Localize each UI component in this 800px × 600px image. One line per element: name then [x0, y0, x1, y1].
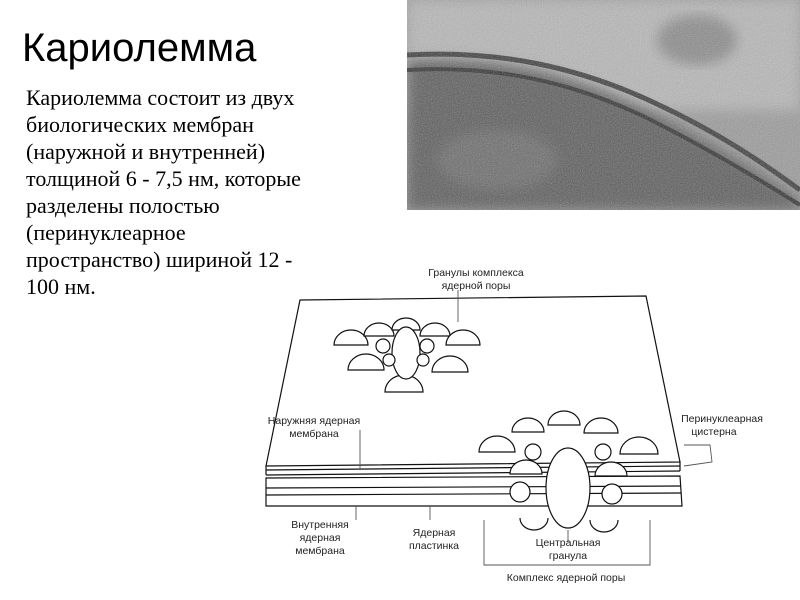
label-inner-membrane: ядерная: [299, 532, 341, 544]
body-line: (перинуклеарное: [26, 220, 186, 245]
label-nuclear-lamina: пластинка: [408, 540, 460, 552]
body-line: Кариолемма состоит из двух: [26, 85, 295, 110]
label-perinuclear-cisterna: цистерна: [691, 426, 737, 438]
label-outer-membrane: Наружняя ядерная: [267, 415, 361, 427]
label-inner-membrane: мембрана: [295, 545, 345, 557]
body-line: биологических мембран: [26, 112, 254, 137]
label-pore-complex: Комплекс ядерной поры: [506, 572, 626, 584]
slide-title: Кариолемма: [22, 26, 257, 70]
label-nuclear-lamina: Ядерная: [412, 527, 456, 539]
body-line: 100 нм.: [26, 274, 96, 299]
body-line: (наружной и внутренней): [26, 139, 266, 164]
label-perinuclear-cisterna: Перинуклеарная: [681, 413, 763, 425]
body-line: толщиной 6 - 7,5 нм, которые: [26, 166, 301, 191]
body-line: разделены полостью: [26, 193, 220, 218]
body-line: пространство) шириной 12 -: [26, 247, 293, 272]
label-outer-membrane: мембрана: [289, 428, 339, 440]
outer-membrane-surface: [266, 296, 680, 466]
label-central-granule: Центральная: [535, 537, 601, 549]
label-pore-granules: Гранулы комплекса: [428, 267, 524, 279]
label-central-granule: гранула: [548, 550, 588, 562]
label-pore-granules: ядерной поры: [441, 280, 511, 292]
label-inner-membrane: Внутренняя: [291, 519, 349, 531]
